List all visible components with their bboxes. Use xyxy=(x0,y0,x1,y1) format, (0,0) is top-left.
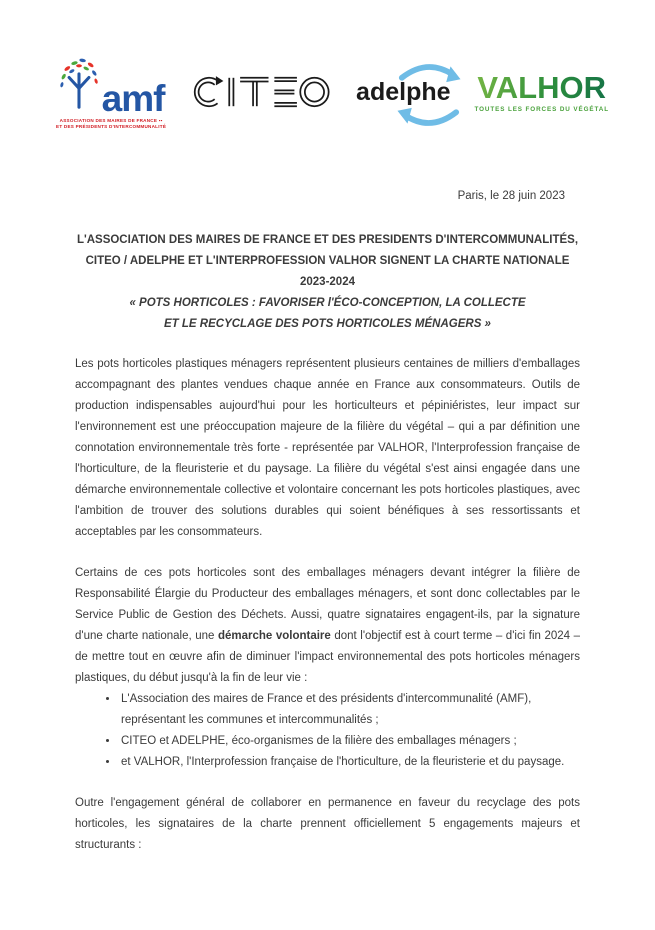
title-line-2: CITEO / ADELPHE ET L'INTERPROFESSION VALHOR SIGNENT LA CHARTE NATIONALE 2023-2024 xyxy=(85,255,570,288)
amf-subtitle-line1: ASSOCIATION DES MAIRES DE FRANCE ▪▪ xyxy=(59,117,163,123)
list-item-valhor: • et VALHOR, l'Interprofession française de l'horticulture, de la fleuristerie et du paysage. xyxy=(119,752,580,773)
valhor-wordmark: VALHOR xyxy=(477,69,607,105)
amf-subtitle-line2: ET DES PRÉSIDENTS D'INTERCOMMUNALITÉ xyxy=(56,123,167,129)
citeo-logo xyxy=(190,69,332,115)
logo-header xyxy=(56,54,609,130)
amf-tree-icon xyxy=(58,55,100,114)
title-line-1: L'ASSOCIATION DES MAIRES DE FRANCE ET DES PRESIDENTS D'INTERCOMMUNALITÉS, xyxy=(76,234,579,246)
paragraph-charter-after: dont l'objectif est à court terme – d'ici fin 2024 – de mettre tout en œuvre afin de diminuer l'impact environnemental des pots horticoles ménagers plastiques, du début jusqu'à la fin de leur vie : xyxy=(75,630,581,684)
citeo-wordmark-icon xyxy=(190,69,332,115)
adelphe-logo xyxy=(356,68,450,117)
signers-list xyxy=(75,689,580,773)
paragraph-charter-bold: démarche volontaire xyxy=(217,630,331,642)
paragraph-charter xyxy=(75,563,580,689)
title-line-3: « POTS HORTICOLES : FAVORISER l'ÉCO-CONCEPTION, LA COLLECTE xyxy=(129,297,526,309)
amf-wordmark: amf xyxy=(101,77,165,119)
list-item-amf: • L'Association des maires de France et des présidents d'intercommunalité (AMF), représentant les communes et intercommunalités ; xyxy=(119,689,580,731)
dateline: Paris, le 28 juin 2023 xyxy=(457,190,565,202)
paragraph-charter-before: Certains de ces pots horticoles sont des emballages ménagers devant intégrer la filière de Responsabilité Élargie du Producteur des emballages ménagers, et sont donc collectables par le Service Public de Gestion des Déchets. Aussi, quatre signataires engagent-ils, par la signature d'une charte nationale, une xyxy=(75,567,580,642)
title-line-4: ET LE RECYCLAGE DES POTS HORTICOLES MÉNAGERS » xyxy=(164,318,491,330)
valhor-logo xyxy=(474,69,609,113)
paragraph-context: Les pots horticoles plastiques ménagers représentent plusieurs centaines de milliers d'emballages accompagnant des plantes vendues chaque année en France aux consommateurs. Outils de production indispensables aujourd'hui pour les horticulteurs et pépiniéristes, leur impact sur l'environnement est une préoccupation majeure de la filière du végétal – qui a par définition une connotation environnementale très forte - représentée par VALHOR, l'Interprofession française de l'horticulture, de la fleuristerie et du paysage. La filière du végétal s'est ainsi engagée dans une démarche environnementale collective et volontaire concernant les pots horticoles plastiques, avec l'ambition de trouver des solutions durables qui soient bénéfiques à ses ressortissants et acceptables par les consommateurs. xyxy=(75,358,580,538)
adelphe-wordmark: adelphe xyxy=(356,77,451,106)
amf-logo xyxy=(56,55,166,130)
paragraph-engagements: Outre l'engagement général de collaborer en permanence en faveur du recyclage des pots horticoles, les signataires de la charte prennent officiellement 5 engagements majeurs et structurants : xyxy=(75,797,580,851)
list-item-citeo-adelphe: • CITEO et ADELPHE, éco-organismes de la filière des emballages ménagers ; xyxy=(119,731,580,752)
document-content xyxy=(75,230,580,856)
document-title xyxy=(75,230,580,335)
valhor-tagline: TOUTES LES FORCES DU VÉGÉTAL xyxy=(474,105,609,113)
